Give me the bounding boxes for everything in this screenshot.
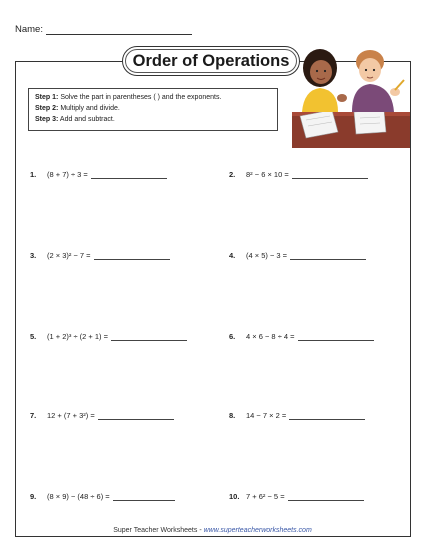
problem-item	[30, 411, 174, 420]
step-line: Step 1: Solve the part in parentheses ( ) and the exponents.	[35, 94, 222, 101]
problem-expression: (8 × 9) − (48 ÷ 6) =	[47, 492, 110, 501]
problem-item	[30, 492, 175, 501]
worksheet-title-box	[122, 46, 300, 76]
problem-expression: (8 + 7) ÷ 3 =	[47, 170, 88, 179]
answer-line[interactable]	[292, 172, 368, 179]
problem-item	[229, 332, 374, 341]
name-input-line[interactable]	[46, 26, 192, 35]
problem-item	[229, 492, 364, 501]
answer-line[interactable]	[98, 413, 174, 420]
name-label: Name:	[15, 24, 43, 35]
step-line: Step 3: Add and subtract.	[35, 116, 115, 123]
answer-line[interactable]	[91, 172, 167, 179]
problem-number: 4.	[229, 251, 236, 260]
problem-number: 7.	[30, 411, 37, 420]
steps-box	[28, 88, 278, 131]
answer-line[interactable]	[289, 413, 365, 420]
answer-line[interactable]	[111, 334, 187, 341]
problem-item	[229, 170, 368, 179]
name-field-row	[15, 24, 192, 35]
girl-face-shape	[310, 60, 332, 84]
answer-line[interactable]	[288, 494, 364, 501]
problem-expression: 4 × 6 − 8 ÷ 4 =	[246, 332, 295, 341]
problem-expression: 14 − 7 × 2 =	[246, 411, 287, 420]
problem-expression: 7 + 6² − 5 =	[246, 492, 285, 501]
step-label: Step 3	[35, 116, 57, 123]
problem-number: 10.	[229, 492, 240, 501]
problem-expression: (2 × 3)² − 7 =	[47, 251, 91, 260]
answer-line[interactable]	[94, 253, 170, 260]
footer-url-link[interactable]: www.superteacherworksheets.com	[203, 527, 312, 534]
problem-expression: (1 + 2)³ ÷ (2 + 1) =	[47, 332, 109, 341]
problem-item	[30, 332, 187, 341]
step-label: Step 2	[35, 105, 57, 112]
footer-brand: Super Teacher Worksheets	[113, 527, 198, 534]
students-illustration	[292, 40, 410, 148]
boy-shirt-shape	[352, 84, 394, 112]
problem-number: 3.	[30, 251, 37, 260]
pencil-shape	[395, 80, 404, 90]
step-line: Step 2: Multiply and divide.	[35, 105, 120, 112]
step-text: Multiply and divide.	[60, 105, 120, 112]
girl-shirt-shape	[302, 88, 338, 112]
problem-expression: 8² − 6 × 10 =	[246, 170, 289, 179]
problem-expression: 12 + (7 + 3²) =	[47, 411, 95, 420]
problem-number: 2.	[229, 170, 236, 179]
problem-number: 6.	[229, 332, 236, 341]
answer-line[interactable]	[298, 334, 374, 341]
step-text: Add and subtract.	[59, 116, 115, 123]
problem-expression: (4 × 5) − 3 =	[246, 251, 288, 260]
problem-number: 1.	[30, 170, 37, 179]
problem-item	[229, 411, 365, 420]
problem-number: 9.	[30, 492, 37, 501]
problem-number: 5.	[30, 332, 37, 341]
page-footer	[0, 527, 425, 534]
step-label: Step 1	[35, 94, 57, 101]
worksheet-title: Order of Operations	[132, 51, 290, 70]
paper-shape	[354, 110, 386, 134]
problem-number: 8.	[229, 411, 236, 420]
problem-item	[229, 251, 366, 260]
answer-line[interactable]	[113, 494, 175, 501]
step-text: Solve the part in parentheses ( ) and the exponents.	[60, 94, 222, 101]
problem-item	[30, 170, 167, 179]
footer-separator: -	[197, 527, 204, 534]
answer-line[interactable]	[290, 253, 366, 260]
problem-item	[30, 251, 170, 260]
